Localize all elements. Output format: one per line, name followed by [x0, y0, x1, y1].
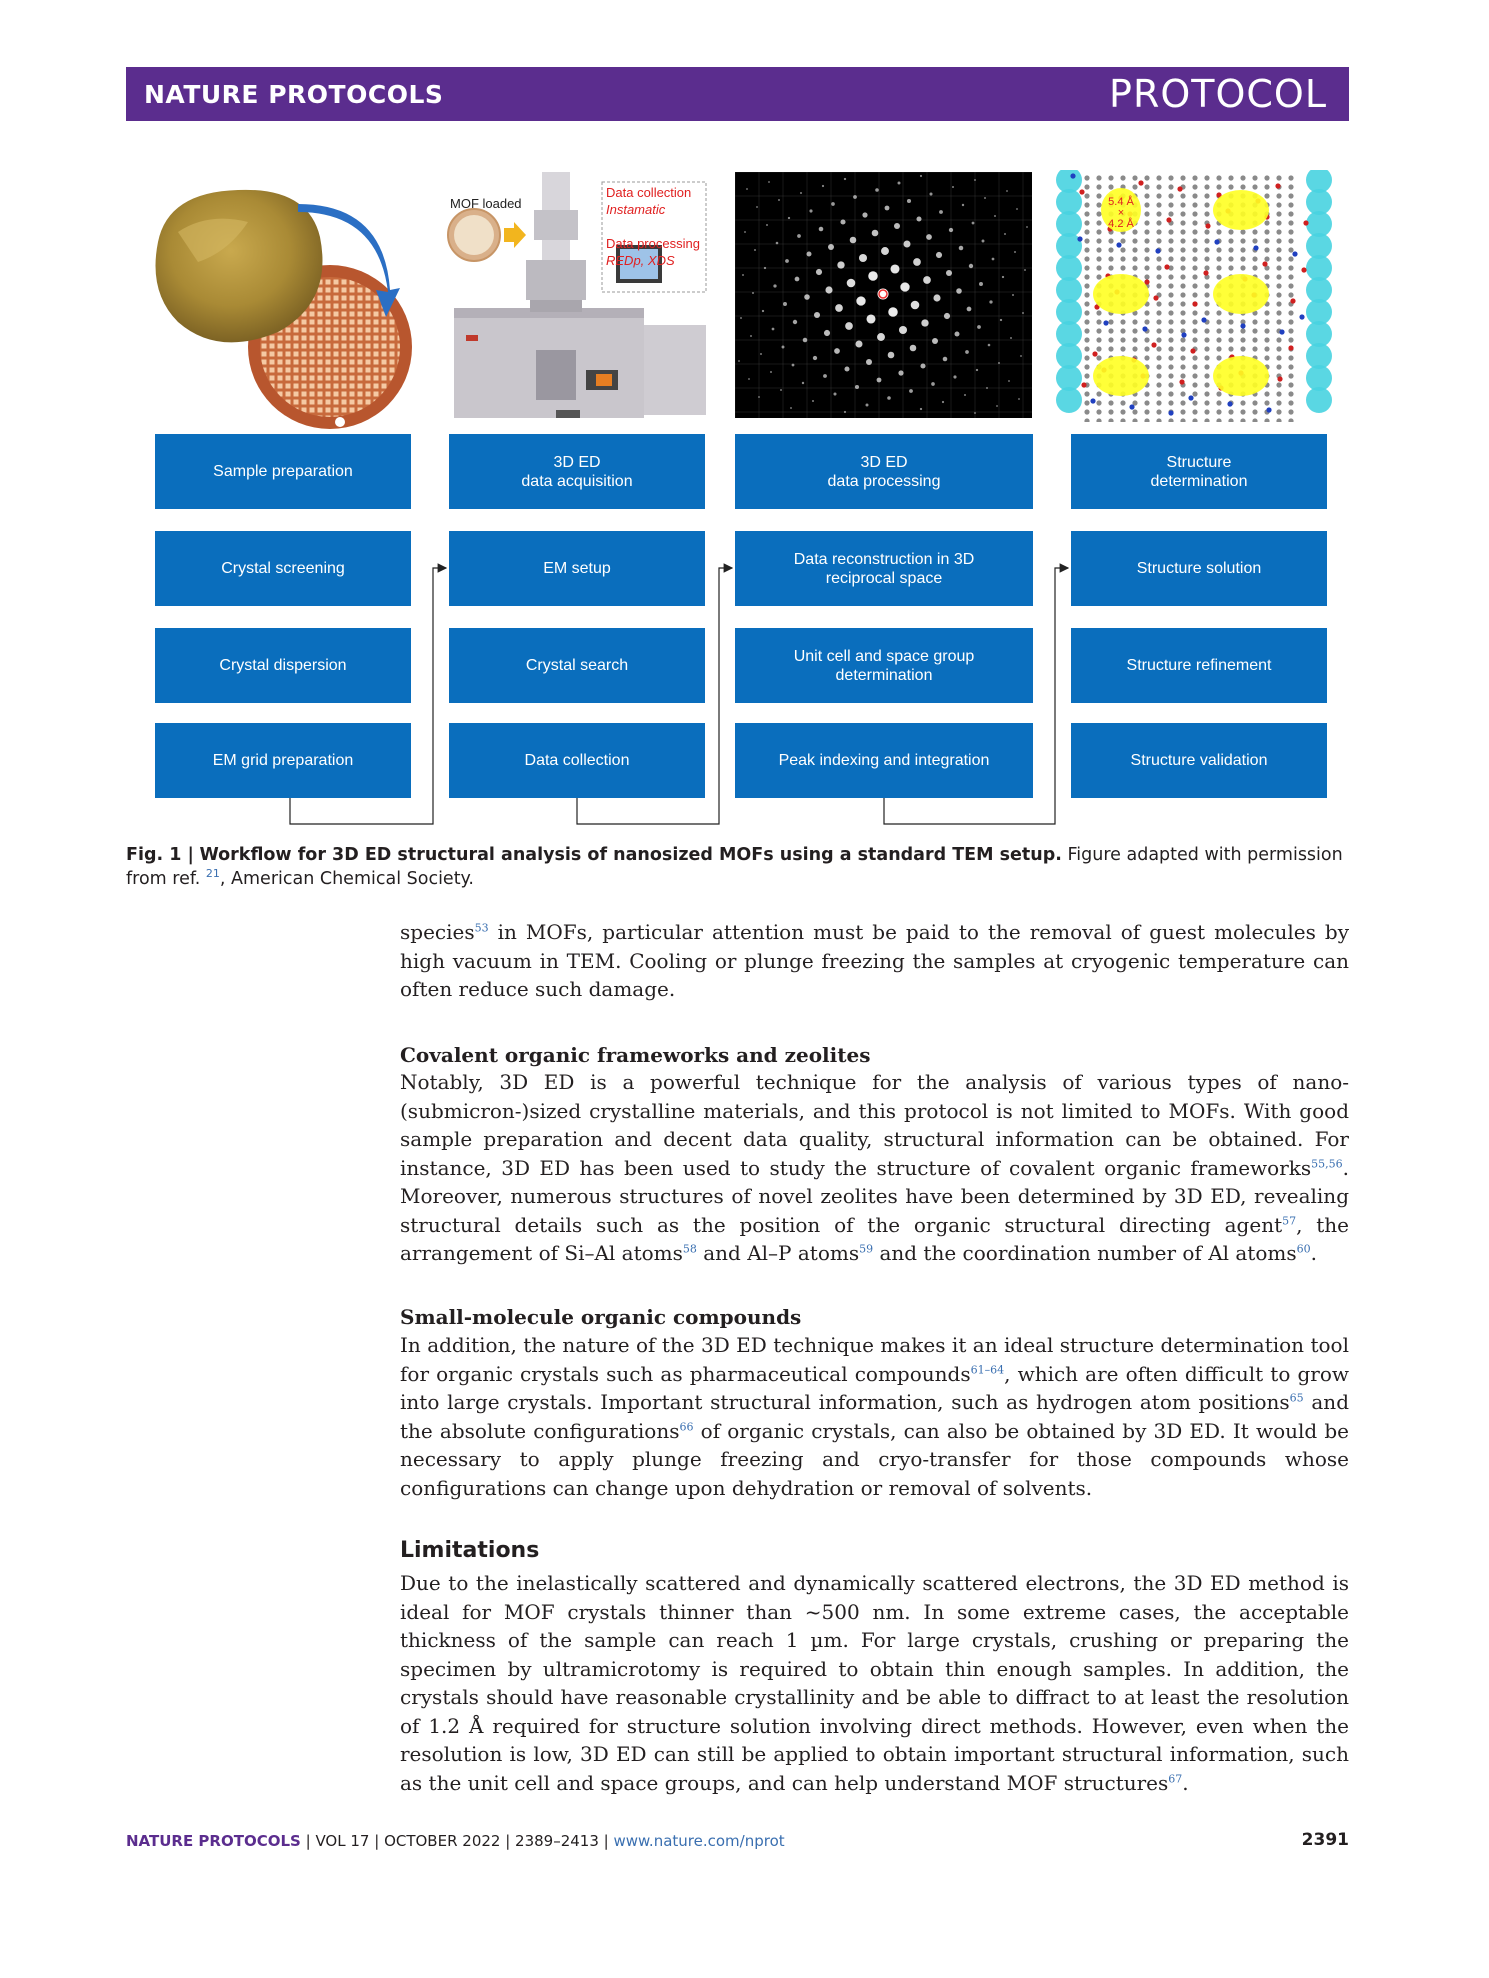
mof-loaded-label: MOF loaded — [450, 196, 522, 211]
workflow-connectors — [0, 0, 1489, 900]
ref-59[interactable]: 59 — [859, 1242, 874, 1256]
column-header-data-processing: 3D ED data processing — [735, 434, 1033, 509]
ref-55-56[interactable]: 55,56 — [1311, 1156, 1343, 1170]
step-structure-validation: Structure validation — [1071, 723, 1327, 798]
footer-sep-4: | — [598, 1832, 614, 1850]
p3-text-b: , which are often difficult to grow into large crystals. Important structural information, such as hydrogen atom positions — [400, 1361, 1350, 1414]
section-heading-limitations: Limitations — [400, 1538, 540, 1563]
step-unit-cell-determination: Unit cell and space group determination — [735, 628, 1033, 703]
footer-pages: 2389–2413 — [515, 1832, 599, 1850]
ref-66[interactable]: 66 — [679, 1419, 694, 1433]
subheading-small-molecule: Small-molecule organic compounds — [400, 1305, 802, 1329]
journal-name: NATURE PROTOCOLS — [144, 80, 444, 109]
p2-text-d: and Al–P atoms — [696, 1241, 860, 1265]
footer-url[interactable]: www.nature.com/nprot — [613, 1832, 785, 1850]
column-header-data-acquisition: 3D ED data acquisition — [449, 434, 705, 509]
p4-text-a: Due to the inelastically scattered and dynamically scattered electrons, the 3D ED method is ideal for MOF crystals thinner than ~500 nm. In some extreme cases, the acceptable thickness of the sample can reach 1 µm. For large crystals, crushing or preparing the specimen by ultramicrotomy is required to obtain thin enough samples. In addition, the crystals should have reasonable crystallinity and be able to diffract to at least the resolution of 1.2 Å required for structure solution involving direct methods. However, even when the resolution is low, 3D ED can still be applied to obtain important structural information, such as the unit cell and space groups, and can help understand MOF structures — [400, 1571, 1349, 1795]
footer — [126, 1832, 785, 1850]
figure-title: Workflow for 3D ED structural analysis of nanosized MOFs using a standard TEM setup. — [199, 845, 1062, 865]
step-structure-refinement: Structure refinement — [1071, 628, 1327, 703]
paragraph-1 — [400, 918, 1349, 1004]
p2-text-e: and the coordination number of Al atoms — [873, 1241, 1297, 1265]
ref-58[interactable]: 58 — [682, 1242, 697, 1256]
step-crystal-screening: Crystal screening — [155, 531, 411, 606]
footer-sep-3: | — [500, 1832, 516, 1850]
figure-caption-text-2: , American Chemical Society. — [219, 869, 474, 889]
p2-text-c: , the arrangement of Si–Al atoms — [400, 1212, 1350, 1265]
step-structure-solution: Structure solution — [1071, 531, 1327, 606]
footer-sep-2: | — [369, 1832, 385, 1850]
instamatic-label: Instamatic — [606, 202, 666, 217]
subheading-cof-zeolites: Covalent organic frameworks and zeolites — [400, 1043, 871, 1067]
data-processing-label: Data processing — [606, 236, 700, 251]
paragraph-4 — [400, 1569, 1349, 1797]
ref-57[interactable]: 57 — [1282, 1213, 1297, 1227]
ref-67[interactable]: 67 — [1168, 1771, 1183, 1785]
p3-text-d: of organic crystals, can also be obtained by 3D ED. It would be necessary to apply plunge freezing and cryo-transfer for those compounds whose configurations can change upon dehydration or removal of solvents. — [400, 1418, 1349, 1500]
p4-text-b: . — [1182, 1770, 1189, 1795]
pore-size-times: × — [1117, 207, 1125, 219]
p2-text-b: . Moreover, numerous structures of novel zeolites have been determined by 3D ED, revealing structural details such as the position of the organic structural directing agent — [400, 1155, 1349, 1237]
data-collection-label: Data collection — [606, 185, 692, 200]
p1-text-b: in MOFs, particular attention must be paid to the removal of guest molecules by high vacuum in TEM. Cooling or plunge freezing the samples at cryogenic temperature can often reduce such damage. — [400, 920, 1349, 1001]
step-crystal-search: Crystal search — [449, 628, 705, 703]
column-header-structure-determination: Structure determination — [1071, 434, 1327, 509]
footer-volume: VOL 17 — [315, 1832, 370, 1850]
paragraph-3 — [400, 1331, 1349, 1502]
column-header-sample-preparation: Sample preparation — [155, 434, 411, 509]
step-em-grid-preparation: EM grid preparation — [155, 723, 411, 798]
figure-label: Fig. 1 | — [126, 845, 194, 865]
ref-65[interactable]: 65 — [1289, 1391, 1304, 1405]
step-em-setup: EM setup — [449, 531, 705, 606]
footer-date: OCTOBER 2022 — [384, 1832, 501, 1850]
step-data-collection: Data collection — [449, 723, 705, 798]
p2-text-f: . — [1310, 1241, 1317, 1265]
p2-text-a: Notably, 3D ED is a powerful technique for the analysis of various types of nano- (submicron-)sized crystalline materials, and this protocol is not limited to MOFs. With good sample preparation and decent data quality, structural information can be obtained. For instance, 3D ED has been used to study the structure of covalent organic frameworks — [400, 1070, 1349, 1180]
figure-caption — [126, 843, 1349, 891]
footer-sep-1: | — [300, 1832, 316, 1850]
footer-journal: NATURE PROTOCOLS — [126, 1832, 301, 1850]
step-data-reconstruction: Data reconstruction in 3D reciprocal space — [735, 531, 1033, 606]
step-peak-indexing: Peak indexing and integration — [735, 723, 1033, 798]
p3-text-c: and the absolute configurations — [400, 1390, 1349, 1443]
ref-53[interactable]: 53 — [474, 921, 489, 935]
step-crystal-dispersion: Crystal dispersion — [155, 628, 411, 703]
ref-61-64[interactable]: 61–64 — [970, 1362, 1005, 1376]
pore-size-a: 5.4 Å — [1108, 196, 1134, 208]
p3-text-a: In addition, the nature of the 3D ED technique makes it an ideal structure determination tool for organic crystals such as pharmaceutical compounds — [400, 1333, 1349, 1386]
ref-60[interactable]: 60 — [1296, 1242, 1311, 1256]
p1-text-a: species — [400, 920, 475, 944]
figure-caption-text: Figure adapted with permission from ref. — [126, 845, 1343, 889]
software-label: REDp, XDS — [606, 253, 675, 268]
pore-size-b: 4.2 Å — [1108, 218, 1134, 230]
caption-ref[interactable]: 21 — [205, 867, 220, 881]
article-type: PROTOCOL — [1109, 72, 1327, 116]
paragraph-2 — [400, 1068, 1349, 1268]
page-number: 2391 — [1301, 1830, 1349, 1850]
